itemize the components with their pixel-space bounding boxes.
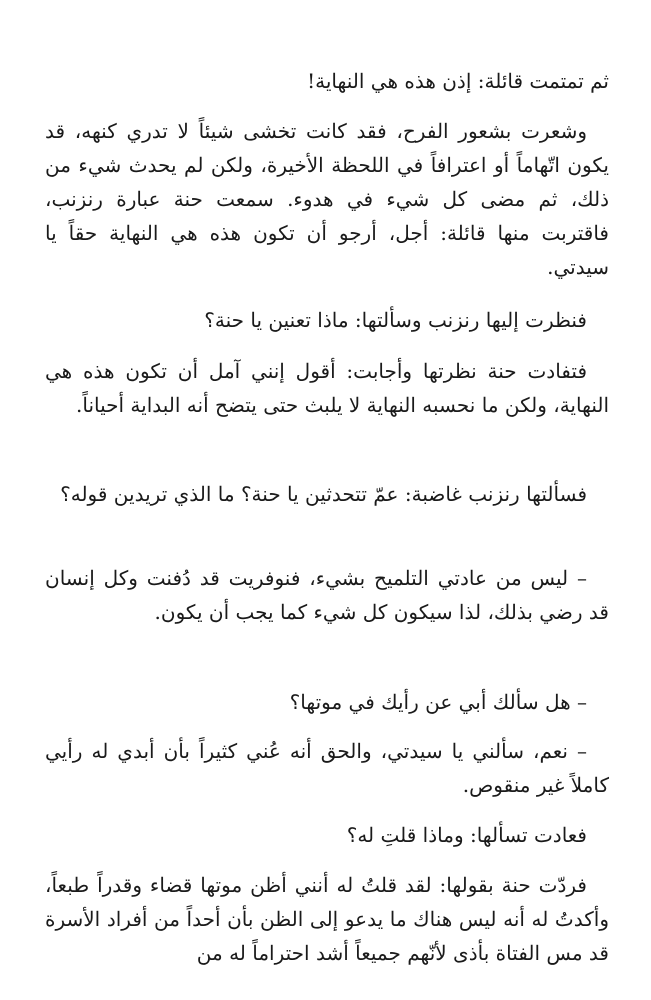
paragraph-10: فردّت حنة بقولها: لقد قلتُ له أنني أظن موتها قضاء وقدراً طبعاً، وأكدتُ له أنه ليس هناك ما يدعو إلى الظن بأن أحداً من أفراد الأسرة قد مس الفتاة بأذى لأنّهم جميعاً أشد احتراماً له من [45, 873, 609, 965]
paragraph-8: – نعم، سألني يا سيدتي، والحق أنه عُني كثيراً بأن أبدي له رأيي كاملاً غير منقوص. [45, 739, 609, 797]
paragraph-3: فنظرت إليها رنزنب وسألتها: ماذا تعنين يا حنة؟ [204, 308, 587, 332]
paragraph-2: وشعرت بشعور الفرح، فقد كانت تخشى شيئاً لا تدري كنهه، قد يكون اتّهاماً أو اعترافاً في اللحظة الأخيرة، ولكن لم يحدث شيء من ذلك، ثم مضى كل شيء في هدوء. سمعت حنة عبارة رنزنب، فاقتربت منها قائلة: أجل، أرجو أن تكون هذه هي النهاية حقاً يا سيدتي. [45, 119, 609, 279]
paragraph-4: فتفادت حنة نظرتها وأجابت: أقول إنني آمل أن تكون هذه هي النهاية، ولكن ما نحسبه النهاية لا يلبث حتى يتضح أنه البداية أحياناً. [45, 359, 609, 417]
paragraph-9: فعادت تسألها: وماذا قلتِ له؟ [346, 823, 587, 847]
paragraph-5: فسألتها رنزنب غاضبة: عمّ تتحدثين يا حنة؟ ما الذي تريدين قوله؟ [60, 482, 587, 506]
paragraph-6: – ليس من عادتي التلميح بشيء، فنوفريت قد دُفنت وكل إنسان قد رضي بذلك، لذا سيكون كل شيء كما يجب أن يكون. [45, 566, 609, 624]
paragraph-1: ثم تمتمت قائلة: إذن هذه هي النهاية! [307, 69, 609, 93]
paragraph-7: – هل سألك أبي عن رأيك في موتها؟ [289, 690, 587, 714]
